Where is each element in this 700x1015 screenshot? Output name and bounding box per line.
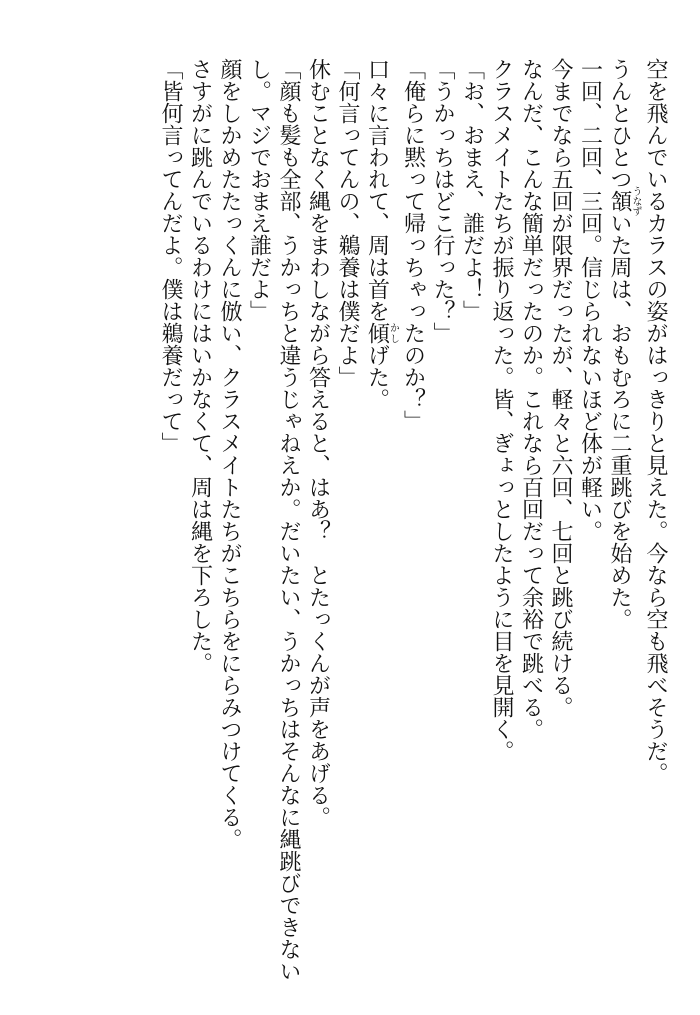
text-fragment: げた。 (364, 344, 390, 410)
dialogue-line: 「顔も髪も全部、うかっちと違うじゃねえか。だいたい、うかっちはそんなに縄跳びできない (276, 58, 301, 982)
dialogue-line: 「うかっちはどこ行った？」 (430, 58, 455, 344)
ruby-reading: うなず (630, 186, 641, 216)
dialogue-line: 「お、おまえ、誰だよ！」 (459, 58, 485, 322)
text-fragment: いた周は、おもむろに二重跳びを始めた。 (607, 212, 632, 630)
text-line: 空を飛んでいるカラスの姿がはっきりと見えた。今なら空も飛べそうだ。 (643, 58, 668, 784)
text-line: 一回、二回、三回。信じられないほど体が軽い。 (577, 58, 603, 542)
dialogue-line: 「何言ってんの、鵜養は僕だよ」 (335, 58, 360, 388)
text-line: 顔をしかめたたっくんに倣い、クラスメイトたちがこちらをにらみつけてくる。 (217, 58, 242, 850)
text-line: クラスメイトたちが振り返った。皆、ぎょっとしたように目を見開く。 (489, 58, 514, 762)
dialogue-line: し。マジでおまえ誰だよ」 (246, 58, 272, 322)
text-line: さすがに跳んでいるわけにはいかなくて、周は縄を下ろした。 (187, 58, 213, 674)
dialogue-line: 「皆何言ってんだよ。僕は鵜養だって」 (158, 58, 183, 454)
text-fragment: 口々に言われて、周は首を (364, 58, 390, 322)
ruby-word (364, 322, 399, 344)
ruby-base: 傾 (364, 322, 390, 344)
dialogue-line: 「俺らに黙って帰っちゃったのか？」 (400, 58, 426, 432)
ruby-word (607, 186, 641, 216)
text-line: 休むことなく縄をまわしながら答えると、はあ？ とたっくんが声をあげる。 (305, 58, 331, 828)
text-fragment: うんとひとつ (607, 58, 632, 190)
text-line: 今までなら五回が限界だったが、軽々と六回、七回と跳び続ける。 (548, 58, 573, 718)
text-line (605, 58, 641, 978)
text-line: なんだ、こんな簡単だったのか。これなら百回だって余裕で跳べる。 (518, 58, 544, 740)
text-line (362, 58, 398, 978)
ruby-reading: かし (387, 322, 399, 344)
ruby-base: 頷 (607, 186, 632, 216)
vertical-text-body (156, 58, 671, 982)
